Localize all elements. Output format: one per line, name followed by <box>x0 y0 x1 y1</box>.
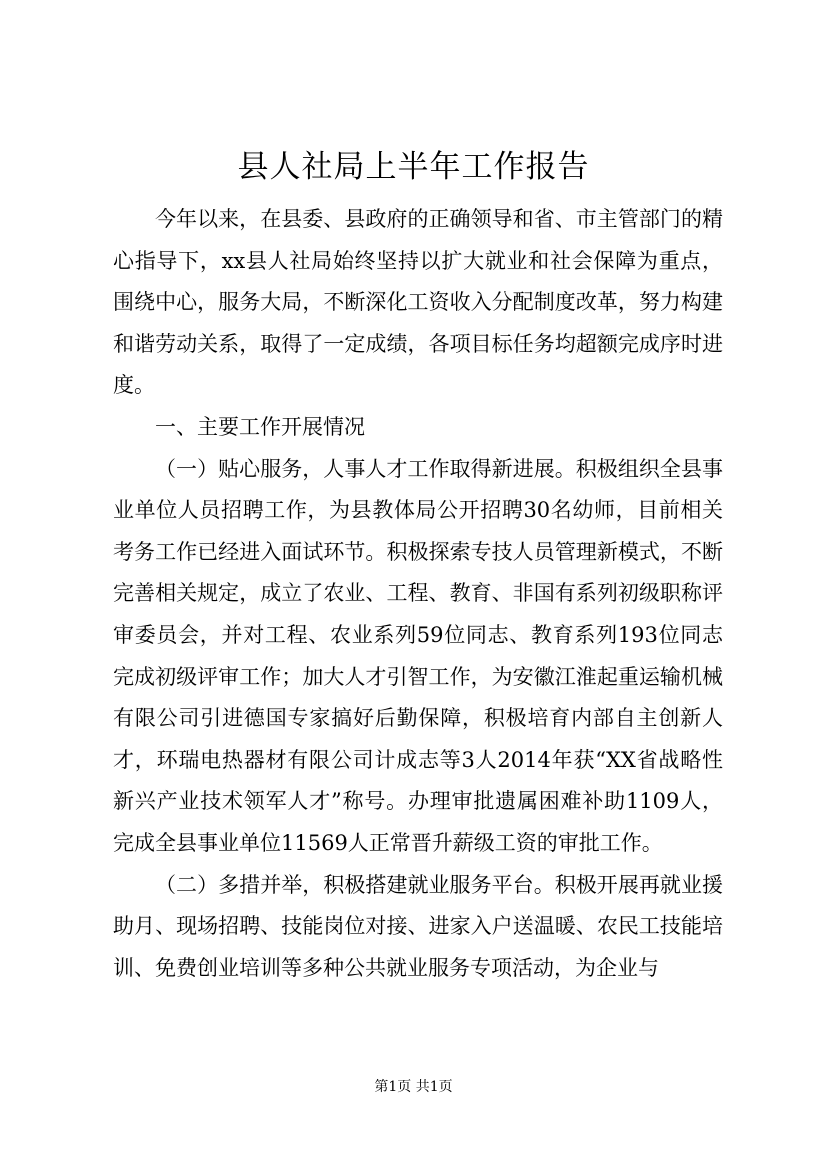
paragraph-employment: （二）多措并举，积极搭建就业服务平台。积极开展再就业援助月、现场招聘、技能岗位对接、进家入户送温暖、农民工技能培训、免费创业培训等多种公共就业服务专项活动，为企业与 <box>113 872 723 980</box>
page-footer: 第1页 共1页 <box>374 1079 453 1095</box>
document-title: 县人社局上半年工作报告 <box>237 149 590 185</box>
paragraph-talent: （一）贴心服务，人事人才工作取得新进展。积极组织全县事业单位人员招聘工作，为县教体局公开招聘30名幼师，目前相关考务工作已经进入面试环节。积极探索专技人员管理新模式，不断完善相关规定，成立了农业、工程、教育、非国有系列初级职称评审委员会，并对工程、农业系列59位同志、教育系列193位同志完成初级评审工作；加大人才引智工作，为安徽江淮起重运输机械有限公司引进德国专家搞好后勤保障，积极培育内部自主创新人才，环瑞电热器材有限公司计成志等3人2014年获“XX省战略性新兴产业技术领军人才”称号。办理审批遗属困难补助1109人，完成全县事业单位11569人正常晋升薪级工资的审批工作。 <box>113 456 723 855</box>
paragraph-intro: 今年以来，在县委、县政府的正确领导和省、市主管部门的精心指导下，xx县人社局始终坚持以扩大就业和社会保障为重点，围绕中心，服务大局，不断深化工资收入分配制度改革，努力构建和谐劳动关系，取得了一定成绩，各项目标任务均超额完成序时进度。 <box>113 207 723 398</box>
document-body <box>113 199 723 989</box>
section-heading: 一、主要工作开展情况 <box>155 414 365 439</box>
